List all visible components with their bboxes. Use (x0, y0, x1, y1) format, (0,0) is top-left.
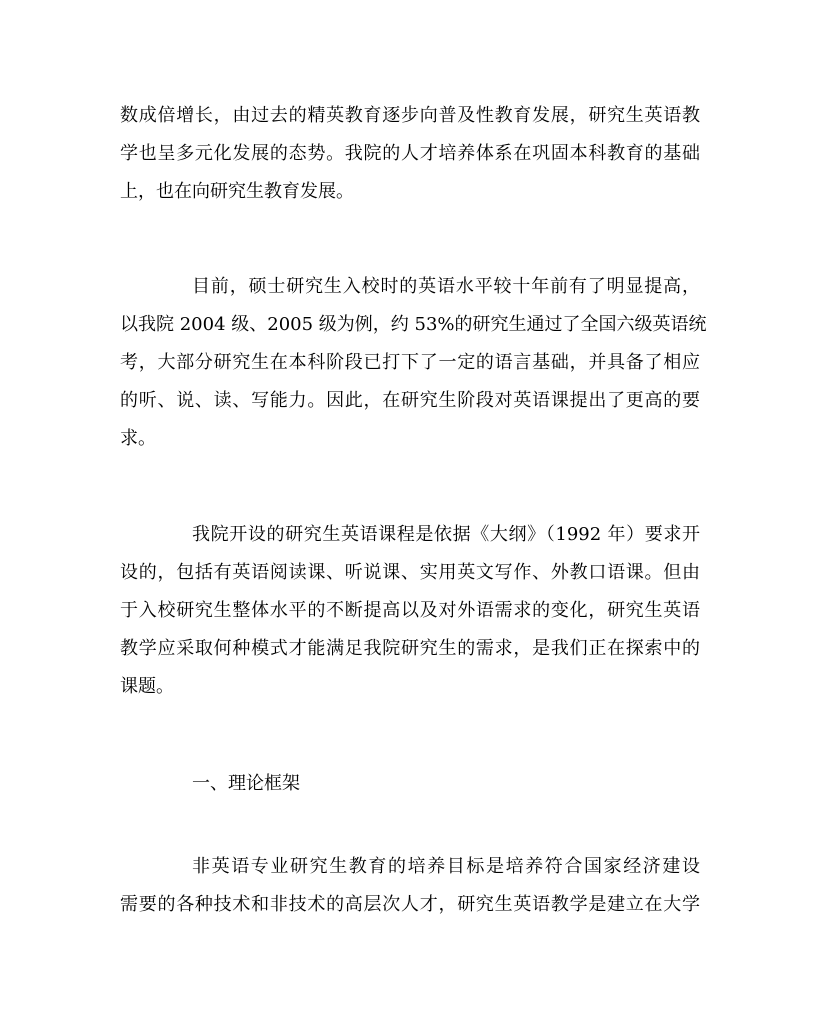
paragraph-line: 设的，包括有英语阅读课、听说课、实用英文写作、外教口语课。但由 (120, 562, 700, 583)
paragraph-line: 于入校研究生整体水平的不断提高以及对外语需求的变化，研究生英语 (120, 600, 700, 621)
paragraph-line: 数成倍增长，由过去的精英教育逐步向普及性教育发展，研究生英语教 (120, 105, 700, 126)
paragraph-4 (120, 848, 700, 924)
paragraph-line: 我院开设的研究生英语课程是依据《大纲》（1992 年）要求开 (192, 524, 700, 545)
section-heading-block (120, 765, 700, 803)
paragraph-line: 的听、说、读、写能力。因此，在研究生阶段对英语课提出了更高的要 (120, 390, 700, 411)
paragraph-line: 上，也在向研究生教育发展。 (120, 181, 354, 202)
paragraph-line: 学也呈多元化发展的态势。我院的人才培养体系在巩固本科教育的基础 (120, 143, 700, 164)
paragraph-line: 需要的各种技术和非技术的高层次人才，研究生英语教学是建立在大学 (120, 894, 700, 915)
section-heading: 一、理论框架 (192, 773, 300, 794)
paragraph-line: 考，大部分研究生在本科阶段已打下了一定的语言基础，并具备了相应 (120, 352, 700, 373)
paragraph-line: 以我院 2004 级、2005 级为例，约 53%的研究生通过了全国六级英语统 (120, 314, 707, 335)
paragraph-line: 教学应采取何种模式才能满足我院研究生的需求，是我们正在探索中的 (120, 638, 700, 659)
paragraph-2 (120, 268, 707, 458)
paragraph-line: 求。 (120, 428, 156, 449)
paragraph-3 (120, 516, 700, 706)
paragraph-line: 非英语专业研究生教育的培养目标是培养符合国家经济建设 (192, 856, 700, 877)
paragraph-line: 课题。 (120, 676, 174, 697)
paragraph-1 (120, 97, 700, 211)
paragraph-line: 目前，硕士研究生入校时的英语水平较十年前有了明显提高， (192, 276, 700, 297)
